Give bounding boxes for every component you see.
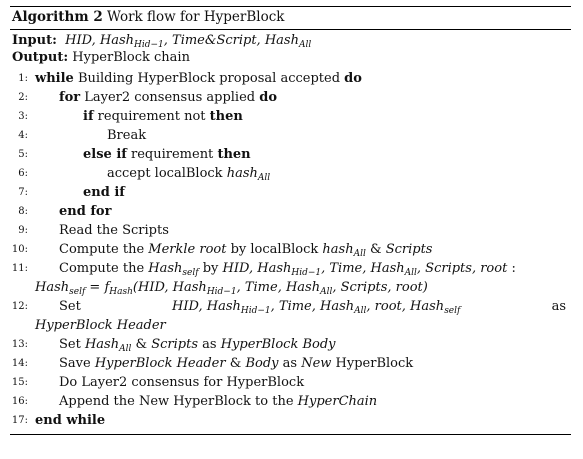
algorithm-caption (10, 8, 571, 26)
line-number: 1: (18, 73, 28, 84)
line-number: 6: (18, 168, 28, 179)
algorithm-line: 8: end for (10, 203, 571, 221)
input-label: Input: (12, 33, 57, 48)
algorithm-line: 15: Do Layer2 consensus for HyperBlock (11, 375, 305, 390)
algorithm-line: 2: for Layer2 consensus applied do (10, 89, 571, 107)
algorithm-line: 6: accept localBlock hash$_{All}$ (10, 165, 571, 183)
algorithm-line: 16: Append the New HyperBlock to the HyperChain (11, 394, 378, 409)
algorithm-line: 3: if requirement not then (10, 108, 571, 126)
algorithm-line: 11: Compute the Hash$_{self}$ by HID, Hash$_{Hid-1}$, Time, Hash$_{All}$, Scripts, root : (11, 261, 516, 278)
algorithm-title: Work flow for HyperBlock (107, 9, 285, 25)
line-number: 17: (11, 415, 28, 426)
algorithm-line: 14: Save HyperBlock Header & Body as New HyperBlock (11, 356, 414, 371)
input-line: Input: HID, Hash$_{Hid-1}$, Time&Script, Hash$_{All}$ (12, 33, 312, 50)
line-number: 9: (18, 225, 28, 236)
algorithm-line: 9: Read the Scripts (10, 222, 571, 240)
line-number: 13: (11, 339, 28, 350)
algorithm-line: 4: Break (10, 127, 571, 145)
line-number: 14: (11, 358, 28, 369)
output-text: HyperBlock chain (72, 50, 190, 65)
algorithm-line: 1: while Building HyperBlock proposal accepted do (10, 70, 571, 88)
line-number: 2: (18, 92, 28, 103)
algorithm-box (10, 0, 571, 459)
line-number: 15: (11, 377, 28, 388)
line-number: 5: (18, 149, 28, 160)
bottom-rule (10, 434, 571, 435)
line-number: 8: (18, 206, 28, 217)
output-label: Output: (12, 50, 69, 65)
algorithm-line: 17: end while (11, 413, 106, 428)
line-number: 11: (11, 263, 28, 274)
line-number: 10: (11, 244, 28, 255)
line-number: 4: (18, 130, 28, 141)
algorithm-line: 10: Compute the Merkle root by localBlock hash$_{All}$ & Scripts (11, 242, 433, 259)
algorithm-label: Algorithm 2 (12, 9, 103, 25)
algorithm-line: 13: Set Hash$_{All}$ & Scripts as HyperBlock Body (11, 337, 336, 354)
algorithm-line: Hash$_{self}$ = $f_{Hash}(HID$, Hash$_{Hid-1}$, Time, Hash$_{All}$, Scripts, root) (35, 280, 428, 297)
line-number: 16: (11, 396, 28, 407)
algorithm-line: HyperBlock Header (35, 318, 166, 333)
line-number: 12: (11, 301, 28, 312)
caption-rule (10, 29, 571, 30)
algorithm-line: 7: end if (10, 184, 571, 202)
line-number: 3: (18, 111, 28, 122)
algorithm-line: 5: else if requirement then (10, 146, 571, 164)
line-number: 7: (18, 187, 28, 198)
output-line (10, 49, 571, 67)
algorithm-line: 12: Set HID, Hash$_{Hid-1}$, Time, Hash$_{All}$, root, Hash$_{self}$ as (11, 299, 566, 316)
